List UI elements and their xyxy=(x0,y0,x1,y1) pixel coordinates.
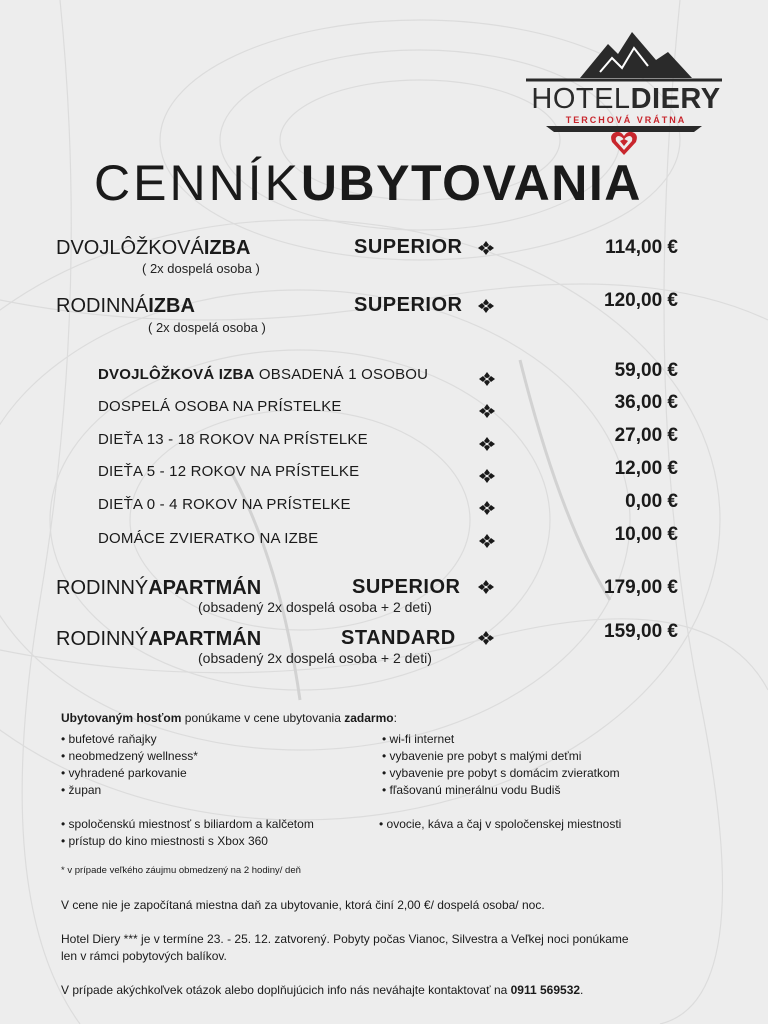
apartment-name-light: RODINNÝ xyxy=(56,577,149,599)
apartment-name-bold: APARTMÁN xyxy=(148,628,262,650)
intro-middle: ponúkame v cene ubytovania xyxy=(181,711,345,725)
apartment-name xyxy=(56,576,261,600)
extra-price: 27,00 € xyxy=(614,425,678,446)
title-light: CENNÍK xyxy=(94,155,301,211)
apartment-occupancy-note: (obsadený 2x dospelá osoba + 2 deti) xyxy=(198,650,432,666)
apartment-tier: SUPERIOR xyxy=(352,576,461,598)
diamond-ornament-icon xyxy=(475,298,497,314)
list-item: • vyhradené parkovanie xyxy=(61,766,187,780)
diamond-ornament-icon xyxy=(475,630,497,646)
page-title xyxy=(94,153,694,213)
apartment-tier: STANDARD xyxy=(341,627,456,649)
list-item: • vybavenie pre pobyt s malými deťmi xyxy=(382,749,582,763)
diamond-ornament-icon xyxy=(476,436,498,452)
diamond-ornament-icon xyxy=(476,371,498,387)
room-name xyxy=(56,236,250,260)
included-list-right-2 xyxy=(379,816,621,833)
diamond-ornament-icon xyxy=(475,579,497,595)
room-name-light: DVOJLÔŽKOVÁ xyxy=(56,237,204,259)
included-list-left xyxy=(61,731,198,799)
extra-item-bold: DVOJLÔŽKOVÁ IZBA xyxy=(98,366,255,383)
extra-item: DIEŤA 0 - 4 ROKOV NA PRÍSTELKE xyxy=(98,496,351,513)
wellness-footnote: * v prípade veľkého záujmu obmedzený na 2 hodiny/ deň xyxy=(61,865,301,876)
extra-item: DIEŤA 5 - 12 ROKOV NA PRÍSTELKE xyxy=(98,463,360,480)
contact-end: . xyxy=(580,983,584,997)
list-item: • fľašovanú minerálnu vodu Budiš xyxy=(382,783,561,797)
list-item: • prístup do kino miestnosti s Xbox 360 xyxy=(61,834,268,848)
room-occupancy-note: ( 2x dospelá osoba ) xyxy=(142,261,260,276)
room-name-bold: IZBA xyxy=(148,295,195,317)
diamond-ornament-icon xyxy=(476,533,498,549)
list-item: • ovocie, káva a čaj v spoločenskej miestnosti xyxy=(379,817,622,831)
contact-text: V prípade akýchkoľvek otázok alebo doplňujúcich info nás neváhajte kontaktovať na xyxy=(61,983,511,997)
room-name-bold: IZBA xyxy=(203,237,251,259)
room-occupancy-note: ( 2x dospelá osoba ) xyxy=(148,320,266,335)
room-name-light: RODINNÁ xyxy=(56,295,149,317)
extra-price: 12,00 € xyxy=(614,458,678,479)
room-name xyxy=(56,294,195,318)
list-item: • vybavenie pre pobyt s domácim zvieratkom xyxy=(382,766,620,780)
extra-price: 59,00 € xyxy=(614,360,678,381)
room-price: 114,00 € xyxy=(605,237,678,258)
extra-item-text: OBSADENÁ 1 OSOBOU xyxy=(254,366,429,383)
diamond-ornament-icon xyxy=(476,468,498,484)
room-tier: SUPERIOR xyxy=(354,294,463,316)
extra-price: 36,00 € xyxy=(614,392,678,413)
intro-bold-free: zadarmo xyxy=(344,711,394,725)
list-item: • bufetové raňajky xyxy=(61,732,157,746)
list-item: • wi-fi internet xyxy=(382,732,455,746)
closure-note xyxy=(61,931,629,965)
apartment-price: 159,00 € xyxy=(604,621,678,642)
apartment-price: 179,00 € xyxy=(604,577,678,598)
title-bold: UBYTOVANIA xyxy=(300,155,642,211)
included-list-left-2 xyxy=(61,816,314,850)
extra-price: 0,00 € xyxy=(625,491,678,512)
room-price: 120,00 € xyxy=(604,290,678,311)
extra-item: DOSPELÁ OSOBA NA PRÍSTELKE xyxy=(98,398,342,415)
list-item: • spoločenskú miestnosť s biliardom a kalčetom xyxy=(61,817,314,831)
intro-bold-guests: Ubytovaným hosťom xyxy=(61,711,182,725)
apartment-name xyxy=(56,627,261,651)
logo-name-light: HOTEL xyxy=(531,83,631,115)
closure-line: len v rámci pobytových balíkov. xyxy=(61,949,227,963)
apartment-occupancy-note: (obsadený 2x dospelá osoba + 2 deti) xyxy=(198,599,432,615)
intro-end: : xyxy=(393,711,397,725)
apartment-name-light: RODINNÝ xyxy=(56,628,149,650)
list-item: • župan xyxy=(61,783,102,797)
extra-item xyxy=(98,366,428,383)
room-tier: SUPERIOR xyxy=(354,236,463,258)
extra-item: DOMÁCE ZVIERATKO NA IZBE xyxy=(98,530,319,547)
diamond-ornament-icon xyxy=(475,240,497,256)
list-item: • neobmedzený wellness* xyxy=(61,749,198,763)
logo-name-bold: DIERY xyxy=(630,83,721,115)
diamond-ornament-icon xyxy=(476,403,498,419)
diamond-ornament-icon xyxy=(476,500,498,516)
contact-phone[interactable]: 0911 569532 xyxy=(510,983,581,997)
extra-item: DIEŤA 13 - 18 ROKOV NA PRÍSTELKE xyxy=(98,431,368,448)
closure-line: Hotel Diery *** je v termíne 23. - 25. 12. zatvorený. Pobyty počas Vianoc, Silvestra a Veľkej noci ponúkame xyxy=(61,932,629,946)
apartment-name-bold: APARTMÁN xyxy=(148,577,262,599)
extra-price: 10,00 € xyxy=(614,524,678,545)
tax-note: V cene nie je započítaná miestna daň za ubytovanie, ktorá činí 2,00 €/ dospelá osoba/ noc. xyxy=(61,898,545,912)
logo-subtitle: TERCHOVÁ VRÁTNA xyxy=(565,115,687,125)
contact-note xyxy=(61,982,583,999)
hotel-logo-name xyxy=(528,84,724,114)
included-list-right xyxy=(382,731,620,799)
included-intro xyxy=(61,710,397,727)
